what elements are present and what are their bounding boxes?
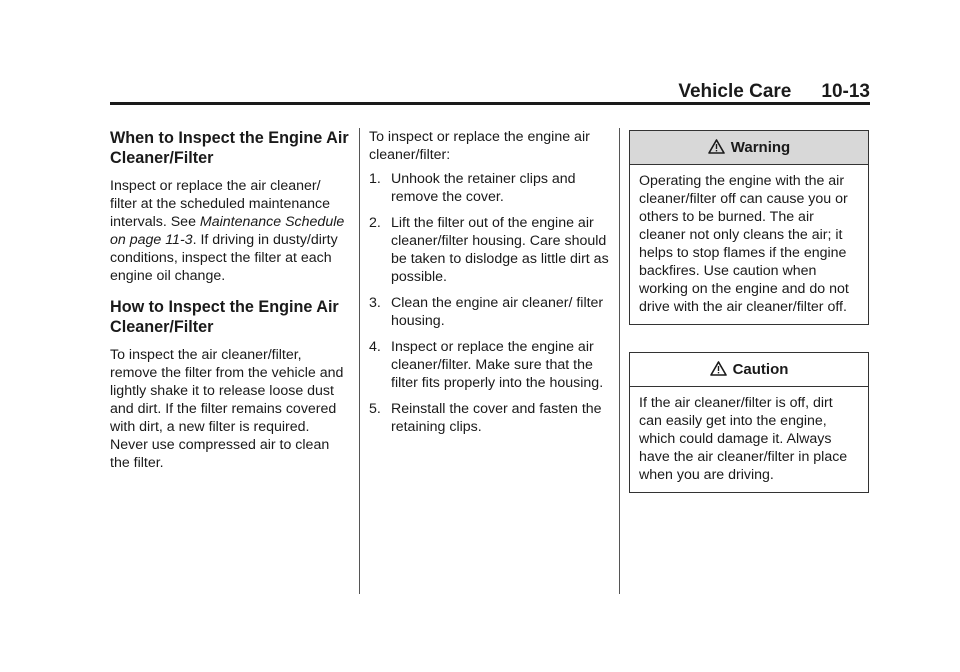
step-number: 2.	[369, 215, 381, 231]
warning-box	[629, 130, 869, 325]
list-item	[369, 338, 609, 392]
step-text: Reinstall the cover and fasten the retaining clips.	[391, 401, 602, 435]
step-text: Lift the filter out of the engine air cleaner/filter housing. Care should be taken to dislodge as little dirt as possible.	[391, 215, 609, 285]
step-number: 1.	[369, 171, 381, 187]
list-item	[369, 400, 609, 436]
list-item	[369, 214, 609, 286]
page-number: 10-13	[821, 81, 870, 102]
header-rule	[110, 102, 870, 105]
caution-body: If the air cleaner/filter is off, dirt can easily get into the engine, which could damage it. Always have the air cleaner/filter in place when you are driving.	[639, 395, 848, 483]
right-column	[629, 128, 869, 493]
step-text: Clean the engine air cleaner/ filter housing.	[391, 295, 604, 329]
warning-title: Warning	[730, 139, 791, 156]
caution-triangle-icon	[710, 355, 727, 388]
heading-how-to-inspect: How to Inspect the Engine Air Cleaner/Filter	[110, 298, 339, 336]
steps-list	[369, 170, 609, 436]
caution-box	[629, 352, 869, 493]
column-divider	[359, 128, 360, 594]
step-number: 3.	[369, 295, 381, 311]
paragraph-how-to-inspect: To inspect the air cleaner/filter, remove the filter from the vehicle and lightly shake it to release loose dust and dirt. If the filter remains covered with dirt, a new filter is required. Never use compressed air to clean the filter.	[110, 347, 344, 471]
middle-column	[369, 128, 609, 444]
step-number: 5.	[369, 401, 381, 417]
column-divider	[619, 128, 620, 594]
caution-header	[630, 353, 868, 387]
paragraph-when-to-inspect	[110, 177, 350, 285]
steps-intro: To inspect or replace the engine air cleaner/filter:	[369, 129, 590, 163]
caution-title: Caution	[732, 361, 789, 378]
warning-body: Operating the engine with the air cleaner/filter off can cause you or others to be burned. The air cleaner not only cleans the air; it helps to stop flames if the engine backfires. Use caution when working on the engine and do not drive with the air cleaner/filter off.	[639, 173, 849, 315]
step-number: 4.	[369, 339, 381, 355]
maintenance-schedule-link[interactable]: Maintenance Schedule on page 11-3	[110, 214, 345, 248]
warning-header	[630, 131, 868, 165]
warning-triangle-icon	[708, 133, 725, 166]
list-item	[369, 294, 609, 330]
paragraph-text: Inspect or replace the air cleaner/ filter at the scheduled maintenance intervals. See	[110, 178, 331, 230]
page-header	[110, 81, 870, 103]
heading-when-to-inspect: When to Inspect the Engine Air Cleaner/Filter	[110, 129, 349, 167]
step-text: Inspect or replace the engine air cleaner/filter. Make sure that the filter fits properly into the housing.	[391, 339, 604, 391]
section-title: Vehicle Care	[678, 81, 792, 102]
left-column	[110, 128, 350, 480]
paragraph-text: . If driving in dusty/dirty conditions, inspect the filter at each engine oil change.	[110, 232, 338, 284]
step-text: Unhook the retainer clips and remove the cover.	[391, 171, 576, 205]
list-item	[369, 170, 609, 206]
